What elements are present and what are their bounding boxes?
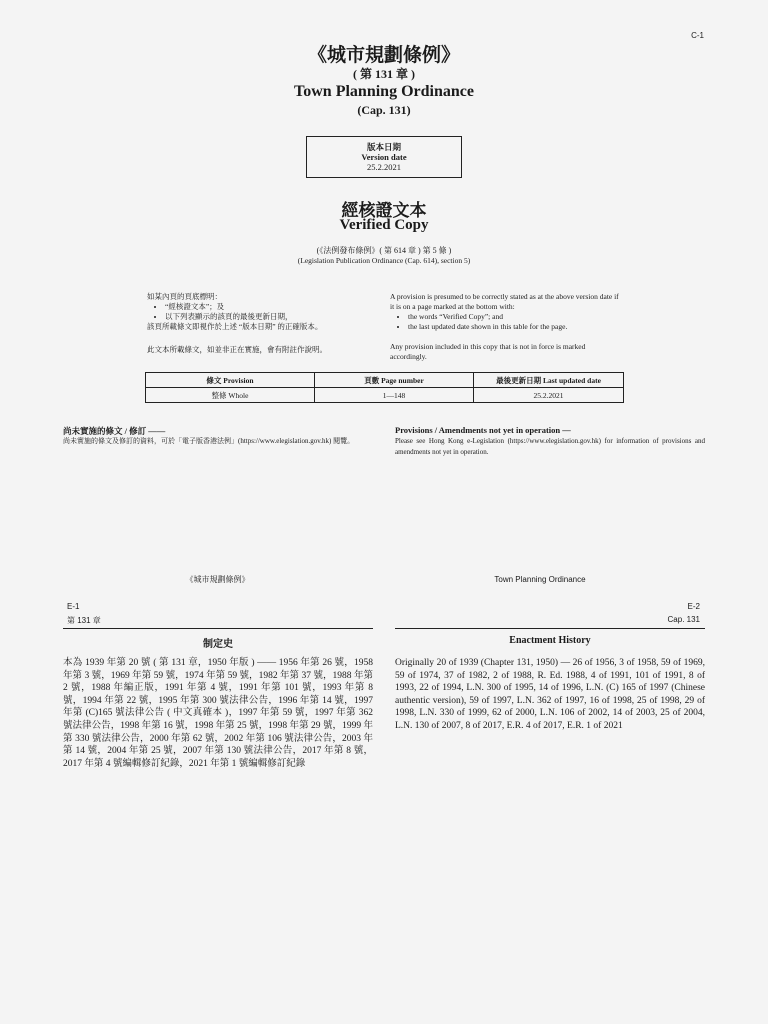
page-code: C-1 (691, 31, 704, 40)
note-en-bullets (390, 312, 620, 332)
right-page-code: E-2 (687, 602, 700, 611)
verification-note-en (390, 292, 620, 362)
footer-title-zh: 《城市規劃條例》 (185, 575, 250, 584)
not-in-operation-body-en: Please see Hong Kong e-Legislation (https://www.elegislation.gov.hk) for information of provisions and amendments not yet in operation. (395, 437, 705, 456)
chapter-en: (Cap. 131) (357, 103, 411, 117)
note-zh-not-in-force: 此文本所載條文，如並非正在實施，會有附註作說明。 (147, 345, 327, 354)
enactment-history-heading-en: Enactment History (509, 635, 591, 646)
table-header-row (146, 373, 624, 388)
enactment-history-heading-zh: 制定史 (203, 639, 233, 650)
chapter-zh: ( 第 131 章 ) (353, 67, 415, 81)
left-page-code: E-1 (67, 602, 80, 611)
version-date-label-en: Version date (361, 152, 407, 162)
note-en-bullet: • the words “Verified Copy”; and (408, 312, 620, 322)
note-en-intro: A provision is presumed to be correctly stated as at the above version date if it is on a page marked at the bottom with: (390, 292, 619, 311)
note-zh-bullets (147, 302, 367, 322)
table-cell-provision: 整條 Whole (146, 388, 315, 403)
table-header-page-number: 頁數 Page number (315, 373, 474, 388)
note-zh-intro: 如某內頁的頁底標明： (147, 292, 222, 301)
left-header-rule (63, 628, 373, 629)
table-row (146, 388, 624, 403)
table-header-last-updated: 最後更新日期 Last updated date (474, 373, 624, 388)
title-zh: 《城市規劃條例》 (307, 45, 460, 66)
verified-copy-en: Verified Copy (339, 217, 429, 233)
verification-note-zh (147, 292, 367, 355)
table-cell-page-number: 1—148 (315, 388, 474, 403)
enactment-history-body-en: Originally 20 of 1939 (Chapter 131, 1950) — 26 of 1956, 3 of 1958, 59 of 1969, 59 of 1974, 37 of 1982, 2 of 1988, R. Ed. 1988, 4 of 1991, 101 of 1991, 8 of 1993, 22 of 1994, L.N. 300 of 1995, 14 of 1996, L.N. (C) 165 of 1997 (Chinese authentic version), 59 of 1997, L.N. 362 of 1997, 16 of 1998, 25 of 1998, 29 of 1998, L.N. 330 of 1999, 62 of 2000, L.N. 106 of 2002, 14 of 2003, 25 of 2004, L.N. 130 of 2007, 8 of 2017, E.R. 4 of 2017, E.R. 1 of 2021 (395, 658, 705, 731)
table-header-provision: 條文 Provision (146, 373, 315, 388)
note-zh-bullet: • 以下列表顯示的該頁的最後更新日期， (165, 312, 367, 322)
note-en-bullet: • the last updated date shown in this table for the page. (408, 322, 620, 332)
not-in-operation-body-zh: 尚未實施的條文及修訂的資料，可於「電子版香港法例」(https://www.elegislation.gov.hk) 閱覽。 (63, 437, 355, 445)
legislation-ref-zh: (《法例發布條例》( 第 614 章 ) 第 5 條 ) (316, 246, 452, 255)
right-header-rule (395, 628, 705, 629)
version-date-value: 25.2.2021 (367, 162, 401, 172)
footer-title-en: Town Planning Ordinance (494, 575, 586, 584)
enactment-history-body-zh: 本為 1939 年第 20 號 ( 第 131 章，1950 年版 ) —— 1956 年第 26 號，1958 年第 3 號，1969 年第 59 號，1974 年第 59 號，1982 年第 37 號，1988 年第 2 號，1988 年編正版，1991 年第 4 號，1991 年第 101 號，1993 年第 8 號，1994 年第 22 號，1995 年第 300 號法律公告，1996 年第 14 號，1997 年第 (C)165 號法律公告 ( 中文真確本 )，1997 年第 59 號，1997 年第 362 號法律公告，1998 年第 16 號，1998 年第 25 號，1998 年第 29 號，1999 年第 330 號法律公告，2000 年第 62 號，2002 年第 106 號法律公告，2003 年第 14 號，2004 年第 25 號，2007 年第 130 號法律公告，2017 年第 8 號，2017 年第 4 號編輯修訂紀錄，2021 年第 1 號編輯修訂紀錄 (63, 658, 373, 769)
table-cell-last-updated: 25.2.2021 (474, 388, 624, 403)
version-date-box (306, 136, 462, 178)
verified-copy-zh: 經核證文本 (341, 201, 427, 220)
left-page-chapter: 第 131 章 (67, 616, 101, 625)
provision-table (145, 372, 624, 403)
title-en: Town Planning Ordinance (294, 83, 474, 100)
not-in-operation-heading-zh: 尚未實施的條文 / 修訂 —— (63, 426, 166, 436)
right-page-chapter: Cap. 131 (667, 615, 700, 624)
note-en-not-in-force: Any provision included in this copy that is not in force is marked accordingly. (390, 342, 586, 361)
note-zh-outro: 該頁所載條文即視作於上述 “版本日期” 的正確版本。 (147, 322, 323, 331)
version-date-label-zh: 版本日期 (366, 142, 401, 152)
legislation-ref-en: (Legislation Publication Ordinance (Cap. 614), section 5) (297, 256, 471, 265)
note-zh-bullet: • “經核證文本”；及 (165, 302, 367, 312)
not-in-operation-heading-en: Provisions / Amendments not yet in operation — (395, 425, 571, 435)
